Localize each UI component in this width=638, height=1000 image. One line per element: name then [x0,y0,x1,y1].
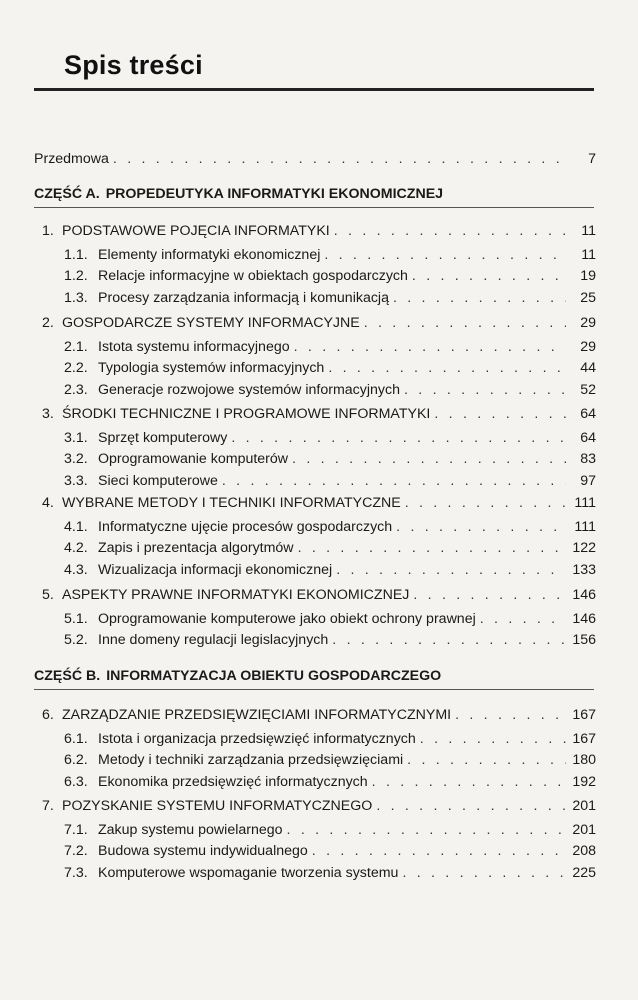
page-number: 29 [580,315,596,331]
toc-entry-section [64,539,596,557]
entry-number: 6.2. [64,752,88,769]
dot-leader [393,289,566,307]
entry-title: Metody i techniki zarządzania przedsięwzięciami [98,752,404,769]
dot-leader [455,706,566,724]
entry-title: Ekonomika przedsięwzięć informatycznych [98,773,368,790]
entry-number: 1. [42,223,54,239]
entry-number: 7.2. [64,843,88,860]
toc-entry-preface [34,150,596,168]
entry-number: 2.2. [64,360,88,377]
toc-entry-section [64,246,596,264]
entry-title: Oprogramowanie komputerowe jako obiekt ochrony prawnej [98,611,476,627]
dot-leader [396,518,566,536]
toc-entry-section [64,289,596,307]
dot-leader [287,821,566,839]
dot-leader [372,773,566,791]
dot-leader [405,494,566,512]
dot-leader [404,381,566,399]
dot-leader [334,222,566,240]
entry-title: Sieci komputerowe [98,472,218,489]
entry-title: Zapis i prezentacja algorytmów [98,540,294,557]
page-number: 201 [572,822,596,838]
part-prefix: CZĘŚĆ A. [34,186,100,202]
toc-entry-chapter [42,586,596,604]
toc-entry-section [64,359,596,377]
dot-leader [412,267,566,285]
toc-entry-section [64,842,596,860]
page-number: 25 [580,289,596,306]
entry-number: 1.1. [64,247,88,263]
entry-title: Sprzęt komputerowy [98,430,228,446]
entry-number: 3.3. [64,472,88,489]
page-number: 44 [580,360,596,377]
entry-number: 3.2. [64,451,88,468]
entry-title: ZARZĄDZANIE PRZEDSIĘWZIĘCIAMI INFORMATYCZNYMI [62,707,452,723]
page-number: 133 [572,561,596,578]
page-number: 97 [580,472,596,489]
entry-number: 4.1. [64,519,88,535]
part-title: PROPEDEUTYKA INFORMATYKI EKONOMICZNEJ [105,186,444,202]
page-number: 19 [580,268,596,285]
entry-title: Elementy informatyki ekonomicznej [98,247,321,263]
page-number: 167 [572,707,596,723]
entry-title: Relacje informacyjne w obiektach gospodarczych [98,268,408,285]
entry-number: 7.1. [64,822,88,838]
toc-entry-section [64,450,596,468]
page-number: 29 [580,339,596,355]
entry-title: WYBRANE METODY I TECHNIKI INFORMATYCZNE [62,495,401,511]
dot-leader [332,631,566,649]
entry-title: Oprogramowanie komputerów [98,451,289,468]
toc-entry-section [64,610,596,628]
entry-title: Komputerowe wspomaganie tworzenia systemu [98,864,399,881]
entry-number: 6.1. [64,731,88,747]
entry-title: Zakup systemu powielarnego [98,822,283,838]
page-number: 146 [572,611,596,627]
toc-entry-section [64,267,596,285]
entry-title: Przedmowa [34,151,109,167]
entry-number: 2.1. [64,339,88,355]
part-rule [34,207,594,208]
page-number: 225 [572,864,596,881]
page-title: Spis treści [64,50,203,80]
dot-leader [231,429,566,447]
toc-entry-section [64,821,596,839]
entry-title: Informatyczne ujęcie procesów gospodarczych [98,519,393,535]
page-number: 111 [574,519,596,535]
dot-leader [402,864,566,882]
page-number: 11 [581,223,596,239]
dot-leader [420,730,566,748]
entry-title: ASPEKTY PRAWNE INFORMATYKI EKONOMICZNEJ [62,587,410,603]
entry-title: Typologia systemów informacyjnych [98,360,325,377]
toc-entry-section [64,631,596,649]
entry-title: ŚRODKI TECHNICZNE I PROGRAMOWE INFORMATYKI [62,406,431,422]
entry-title: Generacje rozwojowe systemów informacyjnych [98,381,400,398]
entry-number: 4. [42,495,54,511]
page-number: 64 [580,406,596,422]
dot-leader [324,246,566,264]
toc-entry-chapter [42,405,596,423]
page-number: 111 [574,495,596,511]
part-prefix: CZĘŚĆ B. [34,668,101,684]
entry-number: 3. [42,406,54,422]
toc-entry-chapter [42,706,596,724]
page-number: 122 [572,540,596,557]
toc-entry-section [64,381,596,399]
entry-number: 3.1. [64,430,88,446]
toc-entry-section [64,429,596,447]
page-number: 201 [572,798,596,814]
part-title: INFORMATYZACJA OBIEKTU GOSPODARCZEGO [106,668,442,684]
entry-title: GOSPODARCZE SYSTEMY INFORMACYJNE [62,315,360,331]
toc-entry-chapter [42,797,596,815]
part-rule [34,689,594,690]
entry-number: 1.3. [64,289,88,306]
dot-leader [480,610,566,628]
entry-number: 6. [42,707,54,723]
dot-leader [413,586,566,604]
entry-number: 4.2. [64,540,88,557]
page-number: 192 [572,773,596,790]
page-number: 156 [572,632,596,649]
entry-title: Budowa systemu indywidualnego [98,843,308,860]
dot-leader [336,561,566,579]
page-number: 208 [572,843,596,860]
entry-number: 5.1. [64,611,88,627]
page-number: 52 [580,381,596,398]
entry-number: 5.2. [64,632,88,649]
dot-leader [113,150,566,168]
entry-number: 2.3. [64,381,88,398]
entry-title: Inne domeny regulacji legislacyjnych [98,632,329,649]
toc-entry-section [64,472,596,490]
entry-title: POZYSKANIE SYSTEMU INFORMATYCZNEGO [62,798,373,814]
dot-leader [407,751,566,769]
toc-entry-section [64,561,596,579]
toc-entry-chapter [42,494,596,512]
toc-entry-chapter [42,222,596,240]
entry-title: PODSTAWOWE POJĘCIA INFORMATYKI [62,223,330,239]
entry-number: 1.2. [64,268,88,285]
entry-title: Wizualizacja informacji ekonomicznej [98,561,333,578]
dot-leader [222,472,566,490]
page-number: 180 [572,752,596,769]
page-number: 7 [588,151,596,167]
entry-number: 6.3. [64,773,88,790]
page-number: 167 [572,731,596,747]
dot-leader [294,338,566,356]
toc-entry-section [64,864,596,882]
page-number: 11 [581,247,596,263]
entry-title: Procesy zarządzania informacją i komunikacją [98,289,389,306]
page-number: 146 [572,587,596,603]
entry-number: 2. [42,315,54,331]
dot-leader [328,359,566,377]
dot-leader [298,539,566,557]
toc-entry-section [64,751,596,769]
dot-leader [434,405,566,423]
entry-number: 7.3. [64,864,88,881]
page-number: 64 [580,430,596,446]
entry-number: 7. [42,798,54,814]
toc-entry-section [64,518,596,536]
toc-entry-section [64,730,596,748]
dot-leader [376,797,566,815]
entry-number: 5. [42,587,54,603]
dot-leader [292,450,566,468]
dot-leader [364,314,566,332]
toc-entry-section [64,338,596,356]
entry-number: 4.3. [64,561,88,578]
toc-entry-chapter [42,314,596,332]
page-number: 83 [580,451,596,468]
entry-title: Istota i organizacja przedsięwzięć informatycznych [98,731,416,747]
part-heading [34,668,441,684]
toc-entry-section [64,773,596,791]
dot-leader [312,842,566,860]
part-heading [34,186,443,202]
entry-title: Istota systemu informacyjnego [98,339,290,355]
